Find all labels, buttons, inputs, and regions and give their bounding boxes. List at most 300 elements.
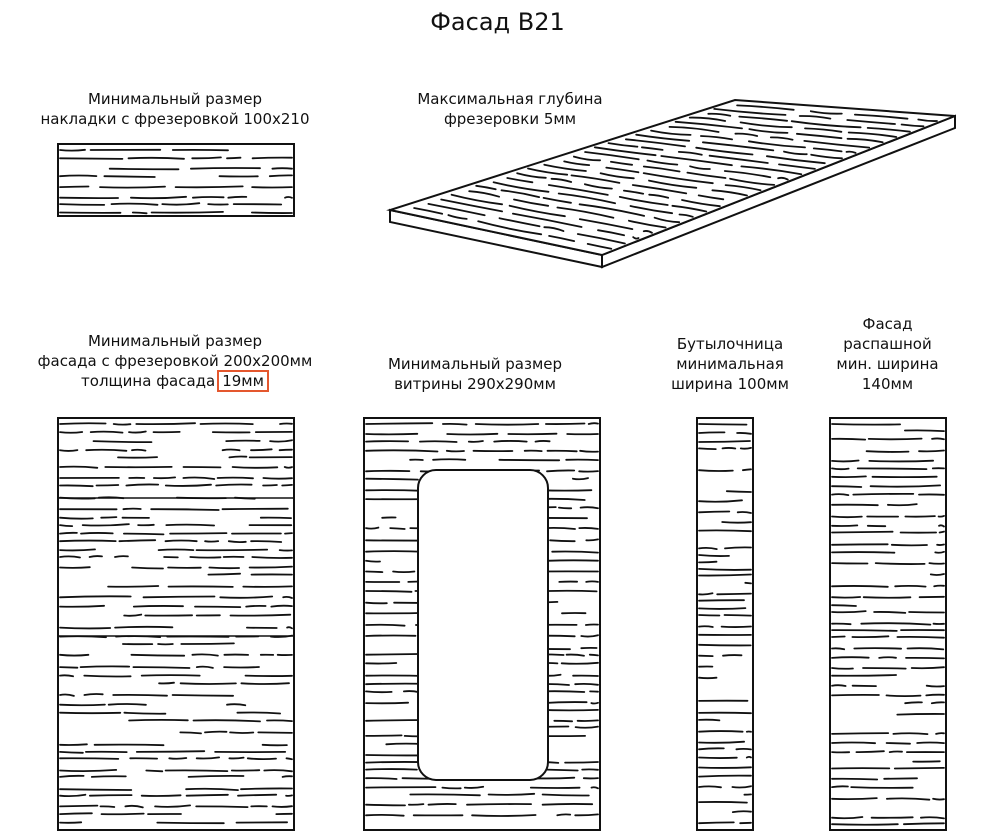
grain-line: [60, 758, 118, 759]
grain-line: [832, 476, 866, 477]
overlay-caption-line-1: Минимальный размер: [87, 90, 263, 108]
grain-line: [738, 512, 751, 513]
grain-line: [60, 606, 104, 607]
grain-line: [124, 534, 164, 535]
grain-line: [864, 597, 911, 598]
grain-line: [536, 441, 550, 442]
grain-line: [832, 786, 848, 787]
grain-line: [248, 758, 276, 759]
facade-caption: [10, 331, 340, 391]
grain-line: [241, 788, 292, 789]
grain-line: [100, 187, 165, 188]
grain-line: [60, 549, 95, 550]
grain-line: [60, 541, 116, 542]
grain-line: [933, 799, 944, 800]
grain-line: [499, 460, 559, 461]
grain-line: [173, 695, 234, 696]
grain-line: [108, 586, 158, 587]
bottle-caption: [650, 334, 810, 394]
grain-line: [251, 541, 281, 542]
grain-line: [747, 757, 751, 758]
grain-line: [115, 556, 128, 557]
grain-line: [591, 703, 598, 704]
grain-line: [741, 448, 751, 449]
grain-line: [442, 788, 460, 789]
grain-line: [832, 439, 865, 440]
grain-line: [699, 758, 737, 759]
grain-line: [927, 686, 944, 687]
bottle-caption-line-1: Бутылочница: [676, 335, 784, 353]
grain-line: [699, 786, 721, 787]
grain-line: [906, 658, 944, 659]
grain-line: [366, 479, 418, 480]
grain-line: [887, 695, 921, 696]
grain-line: [579, 471, 598, 472]
grain-line: [216, 485, 251, 486]
grain-line: [552, 552, 598, 553]
grain-line: [409, 804, 424, 805]
grain-line: [832, 552, 894, 553]
grain-line: [157, 823, 224, 824]
grain-line: [887, 743, 910, 744]
grain-line: [151, 509, 219, 510]
grain-line: [91, 432, 123, 433]
grain-line: [832, 657, 869, 658]
grain-line: [166, 770, 228, 771]
grain-line: [159, 550, 194, 551]
grain-line: [209, 568, 239, 569]
grain-line: [60, 813, 92, 814]
grain-line: [699, 748, 724, 749]
grain-line: [60, 596, 131, 597]
grain-line: [118, 457, 157, 458]
grain-line: [60, 628, 110, 629]
grain-line: [472, 815, 535, 816]
grain-line: [134, 606, 183, 607]
grain-line: [832, 630, 897, 631]
hinged-panel-drawing: [830, 418, 946, 830]
grain-line: [832, 668, 853, 669]
grain-line: [273, 806, 293, 807]
grain-line: [181, 683, 236, 684]
grain-line: [133, 213, 147, 214]
grain-line: [366, 769, 417, 770]
grain-line: [84, 676, 130, 677]
grain-line: [166, 541, 197, 542]
grain-line: [699, 575, 751, 576]
grain-line: [205, 541, 218, 542]
showcase-panel-drawing: [364, 418, 600, 830]
grain-line: [722, 627, 751, 628]
grain-line: [832, 733, 888, 734]
grain-line: [743, 469, 751, 470]
hinged-caption-line-3: мин. ширина: [836, 355, 939, 373]
grain-line: [366, 572, 382, 573]
grain-line: [586, 581, 598, 582]
grain-line: [725, 547, 751, 548]
grain-line: [287, 627, 292, 628]
grain-line: [101, 517, 116, 518]
glass-window: [418, 470, 548, 780]
grain-line: [60, 525, 72, 526]
grain-line: [263, 478, 292, 479]
grain-line: [554, 721, 572, 722]
grain-line: [939, 516, 944, 517]
grain-line: [218, 478, 253, 479]
grain-line: [60, 567, 90, 568]
grain-line: [123, 509, 140, 510]
grain-line: [366, 663, 396, 664]
grain-line: [917, 742, 944, 743]
grain-line: [874, 612, 905, 613]
grain-line: [84, 694, 102, 695]
page-title: Фасад В21: [430, 8, 565, 36]
grain-line: [154, 477, 175, 478]
grain-line: [699, 424, 747, 425]
grain-line: [581, 507, 598, 508]
grain-line: [60, 175, 96, 176]
grain-line: [131, 655, 184, 656]
grain-line: [229, 457, 246, 458]
grain-line: [895, 586, 925, 587]
grain-line: [60, 187, 89, 188]
grain-line: [287, 758, 293, 759]
grain-line: [832, 486, 861, 487]
facade-caption-line-3: [10, 371, 340, 391]
grain-line: [699, 432, 725, 433]
grain-line: [586, 624, 598, 625]
facade-thickness-value: 19мм: [217, 370, 269, 392]
grain-line: [832, 798, 877, 799]
grain-line: [550, 540, 575, 541]
grain-line: [251, 449, 272, 450]
grain-line: [897, 637, 944, 638]
grain-line: [580, 451, 598, 452]
grain-line: [201, 424, 253, 425]
grain-line: [366, 561, 380, 562]
grain-line: [92, 776, 126, 777]
overlay-caption: [20, 89, 330, 129]
facade-panel-drawing: [58, 418, 294, 830]
grain-line: [241, 683, 289, 684]
grain-line: [856, 751, 884, 752]
grain-line: [197, 550, 268, 551]
grain-line: [60, 533, 77, 534]
grain-line: [929, 563, 944, 564]
grain-line: [467, 804, 531, 805]
grain-line: [60, 744, 87, 745]
grain-line: [548, 451, 577, 452]
grain-line: [366, 603, 387, 604]
grain-line: [699, 608, 745, 609]
depth-slab-drawing: [380, 90, 960, 270]
facade-caption-line-2: фасада с фрезеровкой 200х200мм: [37, 352, 313, 370]
grain-line: [102, 814, 144, 815]
grain-line: [579, 528, 598, 529]
grain-line: [562, 663, 598, 664]
grain-line: [832, 517, 862, 518]
grain-line: [283, 776, 292, 777]
grain-line: [932, 438, 944, 439]
grain-line: [590, 655, 598, 656]
grain-line: [547, 470, 574, 471]
grain-line: [60, 655, 88, 656]
grain-line: [60, 705, 105, 706]
grain-line: [159, 683, 174, 684]
grain-line: [230, 732, 253, 733]
grain-line: [699, 720, 719, 721]
grain-line: [60, 423, 106, 424]
grain-line: [469, 441, 483, 442]
grain-line: [104, 176, 154, 177]
grain-line: [282, 485, 292, 486]
grain-line: [190, 557, 220, 558]
grain-line: [119, 540, 155, 541]
grain-line: [699, 626, 713, 627]
grain-line: [366, 635, 416, 636]
grain-line: [60, 752, 83, 753]
grain-line: [366, 787, 436, 788]
grain-line: [113, 695, 167, 696]
grain-line: [832, 505, 878, 506]
grain-line: [144, 597, 215, 598]
grain-line: [589, 423, 598, 424]
grain-line: [285, 197, 292, 198]
grain-line: [884, 778, 917, 779]
grain-line: [129, 720, 188, 721]
grain-line: [447, 451, 464, 452]
grain-line: [95, 745, 164, 746]
grain-line: [447, 434, 497, 435]
grain-line: [252, 213, 292, 214]
grain-line: [243, 586, 292, 587]
hinged-caption-line-1: Фасад: [862, 315, 913, 333]
grain-line: [285, 467, 292, 468]
grain-line: [189, 776, 244, 777]
grain-line: [181, 643, 234, 644]
grain-line: [366, 625, 405, 626]
grain-line: [940, 532, 944, 533]
grain-line: [90, 556, 102, 557]
grain-line: [832, 648, 844, 649]
grain-line: [699, 569, 751, 570]
grain-line: [60, 450, 77, 451]
grain-line: [110, 169, 179, 170]
grain-line: [547, 770, 578, 771]
grain-line: [272, 168, 292, 169]
grain-line: [280, 450, 292, 451]
grain-line: [905, 702, 922, 703]
grain-line: [152, 212, 223, 213]
grain-line: [931, 574, 944, 575]
grain-line: [699, 512, 729, 513]
grain-line: [832, 824, 898, 825]
grain-line: [97, 485, 119, 486]
grain-line: [905, 516, 935, 517]
grain-line: [60, 806, 97, 807]
grain-line: [869, 439, 922, 440]
grain-line: [258, 732, 292, 733]
grain-line: [133, 667, 189, 668]
grain-line: [699, 767, 751, 768]
grain-line: [197, 757, 219, 758]
bottle-panel-drawing: [697, 418, 753, 830]
grain-line: [717, 594, 751, 595]
grain-line: [699, 562, 717, 563]
grain-line: [832, 532, 893, 533]
grain-line: [94, 441, 152, 442]
grain-line: [60, 518, 93, 519]
grain-line: [60, 204, 104, 205]
grain-line: [280, 423, 292, 424]
grain-line: [60, 667, 77, 668]
grain-line: [267, 720, 292, 721]
grain-line: [723, 655, 742, 656]
grain-line: [934, 586, 944, 587]
grain-line: [60, 789, 131, 790]
grain-line: [366, 805, 405, 806]
grain-line: [912, 667, 944, 668]
grain-line: [543, 804, 593, 805]
grain-line: [546, 424, 585, 425]
grain-line: [366, 778, 397, 779]
grain-line: [725, 615, 752, 616]
grain-line: [895, 768, 944, 769]
grain-line: [124, 713, 165, 714]
grain-line: [187, 795, 228, 796]
grain-line: [192, 157, 221, 158]
grain-line: [237, 712, 280, 713]
grain-line: [393, 572, 414, 573]
grain-line: [832, 525, 857, 526]
grain-line: [699, 822, 734, 823]
grain-line: [699, 742, 744, 743]
grain-line: [366, 471, 409, 472]
grain-line: [227, 158, 241, 159]
grain-line: [904, 823, 944, 824]
grain-line: [86, 450, 126, 451]
grain-line: [699, 802, 747, 803]
grain-line: [905, 430, 944, 431]
grain-line: [129, 432, 146, 433]
grain-line: [101, 806, 115, 807]
grain-line: [208, 574, 240, 575]
grain-line: [170, 533, 226, 534]
grain-line: [854, 648, 901, 649]
grain-line: [81, 533, 113, 534]
grain-line: [191, 168, 260, 169]
grain-line: [81, 666, 130, 667]
grain-line: [699, 470, 733, 471]
grain-line: [745, 583, 751, 584]
grain-line: [263, 485, 277, 486]
grain-line: [366, 528, 378, 529]
depth-caption-line-2: фрезеровки 5мм: [443, 110, 577, 128]
bottle-caption-line-3: ширина 100мм: [671, 375, 789, 393]
grain-line: [832, 675, 896, 676]
grain-line: [176, 186, 243, 187]
grain-line: [723, 448, 736, 449]
grain-line: [129, 158, 185, 159]
grain-line: [863, 668, 906, 669]
grain-line: [136, 423, 195, 424]
grain-line: [126, 484, 158, 485]
hinged-caption: [820, 314, 955, 394]
grain-line: [592, 787, 599, 788]
grain-line: [132, 450, 146, 451]
grain-line: [832, 637, 845, 638]
grain-line: [146, 771, 162, 772]
grain-line: [169, 758, 186, 759]
grain-line: [897, 714, 944, 715]
grain-line: [699, 645, 751, 646]
grain-line: [557, 814, 570, 815]
grain-line: [699, 678, 717, 679]
grain-line: [132, 568, 163, 569]
grain-line: [853, 494, 913, 495]
grain-line: [565, 762, 598, 763]
grain-line: [223, 450, 240, 451]
grain-line: [575, 814, 598, 815]
grain-line: [252, 557, 292, 558]
grain-line: [115, 627, 172, 628]
grain-line: [195, 607, 240, 608]
grain-line: [366, 434, 417, 435]
grain-line: [935, 552, 944, 553]
grain-line: [832, 544, 888, 545]
grain-line: [137, 751, 205, 752]
grain-line: [420, 441, 457, 442]
grain-line: [433, 459, 465, 460]
grain-line: [832, 494, 848, 495]
grain-line: [390, 528, 405, 529]
grain-line: [180, 732, 201, 733]
grain-line: [142, 795, 181, 796]
grain-line: [60, 675, 73, 676]
grain-line: [253, 158, 292, 159]
grain-line: [869, 461, 933, 462]
grain-line: [429, 804, 456, 805]
grain-line: [196, 806, 247, 807]
grain-line: [578, 720, 598, 721]
grain-line: [932, 702, 944, 703]
grain-line: [832, 468, 849, 469]
grain-line: [699, 731, 743, 732]
grain-line: [852, 636, 888, 637]
grain-line: [699, 530, 751, 531]
grain-line: [193, 197, 224, 198]
grain-line: [205, 732, 227, 733]
grain-line: [937, 545, 944, 546]
grain-line: [489, 794, 535, 795]
grain-line: [832, 461, 859, 462]
grain-line: [114, 424, 131, 425]
grain-line: [858, 468, 927, 469]
hinged-caption-line-4: 140мм: [861, 375, 914, 393]
grain-line: [366, 735, 402, 736]
grain-line: [366, 423, 432, 424]
hinged-caption-line-2: распашной: [843, 335, 932, 353]
grain-line: [238, 795, 276, 796]
grain-line: [231, 615, 291, 616]
grain-line: [90, 795, 132, 796]
grain-line: [549, 591, 597, 592]
grain-line: [733, 811, 751, 812]
grain-line: [832, 742, 875, 743]
grain-line: [366, 703, 408, 704]
overlay-panel-drawing: [58, 144, 294, 216]
grain-line: [575, 684, 598, 685]
